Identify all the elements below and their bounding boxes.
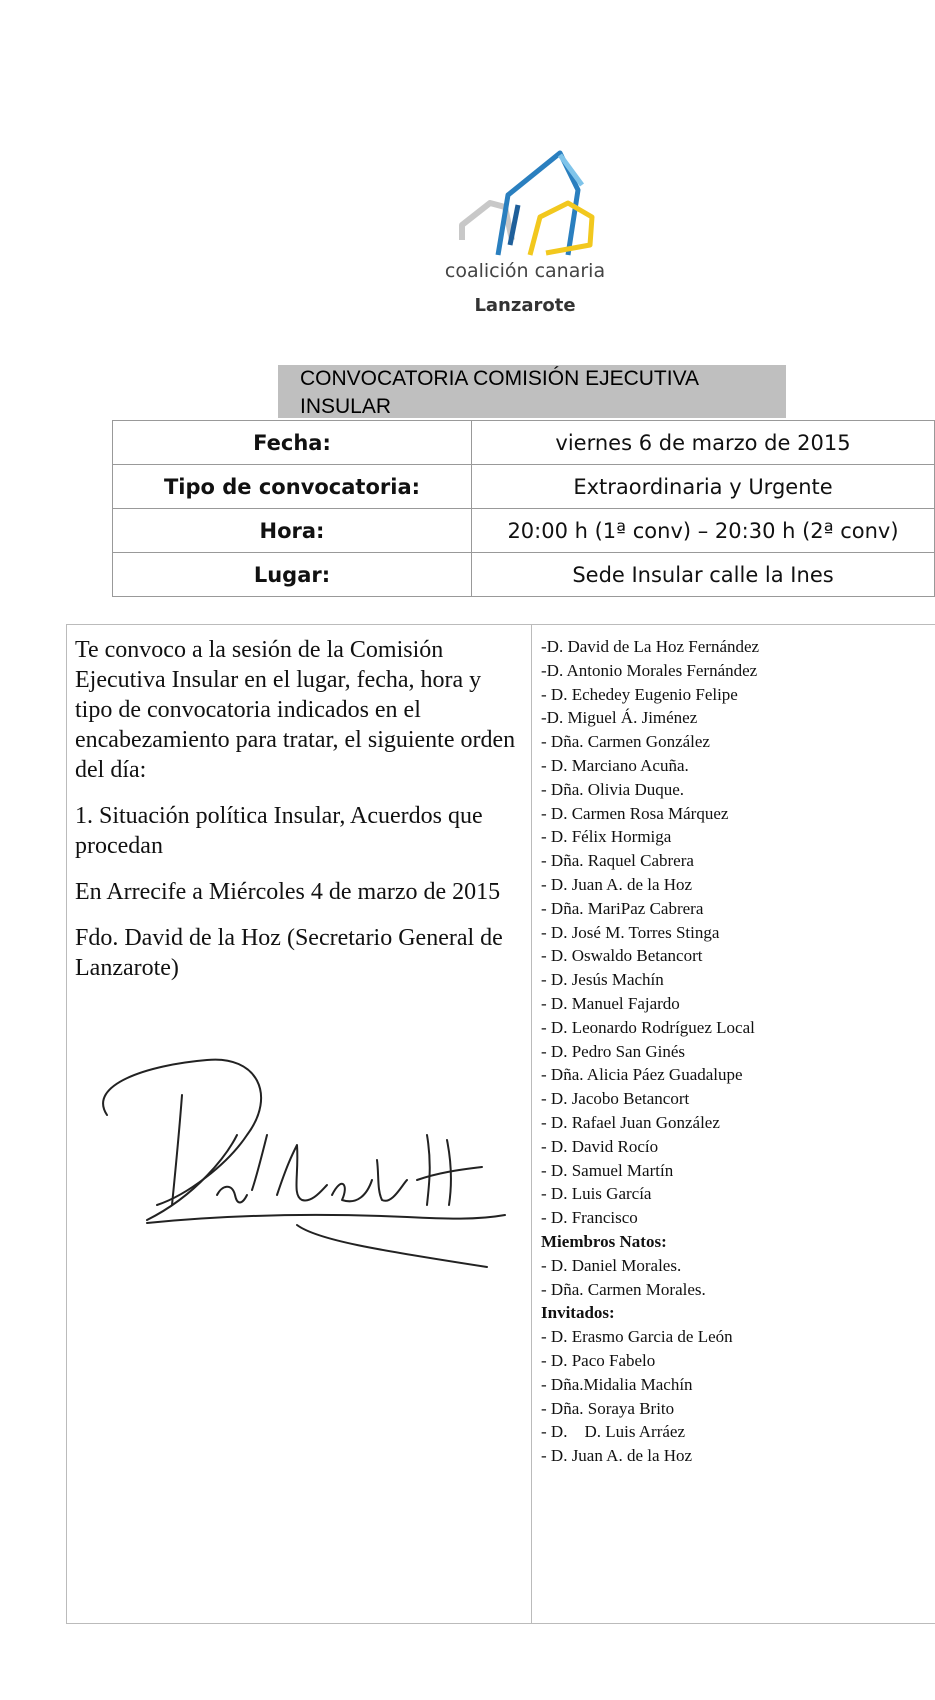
list-item: -D. Miguel Á. Jiménez [541,708,698,728]
list-item: - D. Daniel Morales. [541,1255,682,1275]
list-item: - Dña. Alicia Páez Guadalupe [541,1065,743,1085]
list-item: - D. Juan A. de la Hoz [541,874,693,894]
list-item: - D. Erasmo Garcia de León [541,1327,733,1347]
list-item: - Dña. Raquel Cabrera [541,851,694,871]
place-date-paragraph: En Arrecife a Miércoles 4 de marzo de 2015 [75,879,501,905]
list-item: - Dña. Carmen González [541,732,710,752]
list-item: - D. D. Luis Arráez [541,1422,685,1442]
document-title: CONVOCATORIA COMISIÓN EJECUTIVA INSULAR [278,365,786,418]
logo-party-region: Lanzarote [474,295,576,316]
invitados-header: Invitados: [541,1303,615,1323]
party-logo [420,145,630,335]
list-item: - D. Pedro San Ginés [541,1041,686,1061]
logo-party-name: coalición canaria [444,260,606,282]
convocation-text [75,635,523,999]
info-value: Extraordinaria y Urgente [472,465,935,509]
intro-paragraph: Te convoco a la sesión de la Comisión Ejecutiva Insular en el lugar, fecha, hora y tipo de convocatoria indicados en el encabezamiento para tratar, el siguiente orden del día: [75,637,516,783]
list-item: - D. José M. Torres Stinga [541,922,720,942]
list-item: - D. Manuel Fajardo [541,993,680,1013]
info-label: Hora: [113,509,472,553]
info-value: 20:00 h (1ª conv) – 20:30 h (2ª conv) [472,509,935,553]
agenda-item: 1. Situación política Insular, Acuerdos que procedan [75,803,483,859]
info-row-date [113,421,935,465]
list-item: - D. David Rocío [541,1136,659,1156]
party-logo-icon [450,145,600,265]
convocation-body [66,624,935,1624]
attendee-list [541,635,931,1468]
list-item: - Dña. Olivia Duque. [541,779,685,799]
list-item: - Dña. MariPaz Cabrera [541,898,704,918]
signed-by-paragraph: Fdo. David de la Hoz (Secretario General de Lanzarote) [75,925,503,981]
list-item: - D. Carmen Rosa Márquez [541,803,729,823]
info-row-type [113,465,935,509]
list-item: - Dña. Soraya Brito [541,1398,675,1418]
info-value: viernes 6 de marzo de 2015 [472,421,935,465]
info-row-time [113,509,935,553]
list-item: - D. Marciano Acuña. [541,755,689,775]
list-item: - D. Oswaldo Betancort [541,946,703,966]
info-label: Tipo de convocatoria: [113,465,472,509]
list-item: - D. Echedey Eugenio Felipe [541,684,738,704]
list-item: -D. David de La Hoz Fernández [541,637,760,656]
list-item: - D. Luis García [541,1184,652,1204]
info-label: Fecha: [113,421,472,465]
column-divider [531,625,532,1623]
handwritten-signature [87,1055,507,1270]
info-row-place [113,553,935,597]
list-item: - D. Leonardo Rodríguez Local [541,1017,755,1037]
list-item: -D. Antonio Morales Fernández [541,660,758,680]
info-label: Lugar: [113,553,472,597]
list-item: - D. Paco Fabelo [541,1350,656,1370]
list-item: - Dña. Carmen Morales. [541,1279,706,1299]
list-item: - D. Félix Hormiga [541,827,672,847]
list-item: - D. Juan A. de la Hoz [541,1446,693,1466]
list-item: - Dña.Midalia Machín [541,1374,693,1394]
meeting-info-table [112,420,935,597]
natos-header: Miembros Natos: [541,1231,667,1251]
list-item: - D. Rafael Juan González [541,1112,720,1132]
list-item: - D. Jacobo Betancort [541,1089,690,1109]
list-item: - D. Jesús Machín [541,970,664,990]
info-value: Sede Insular calle la Ines [472,553,935,597]
list-item: - D. Samuel Martín [541,1160,674,1180]
list-item: - D. Francisco [541,1208,638,1228]
